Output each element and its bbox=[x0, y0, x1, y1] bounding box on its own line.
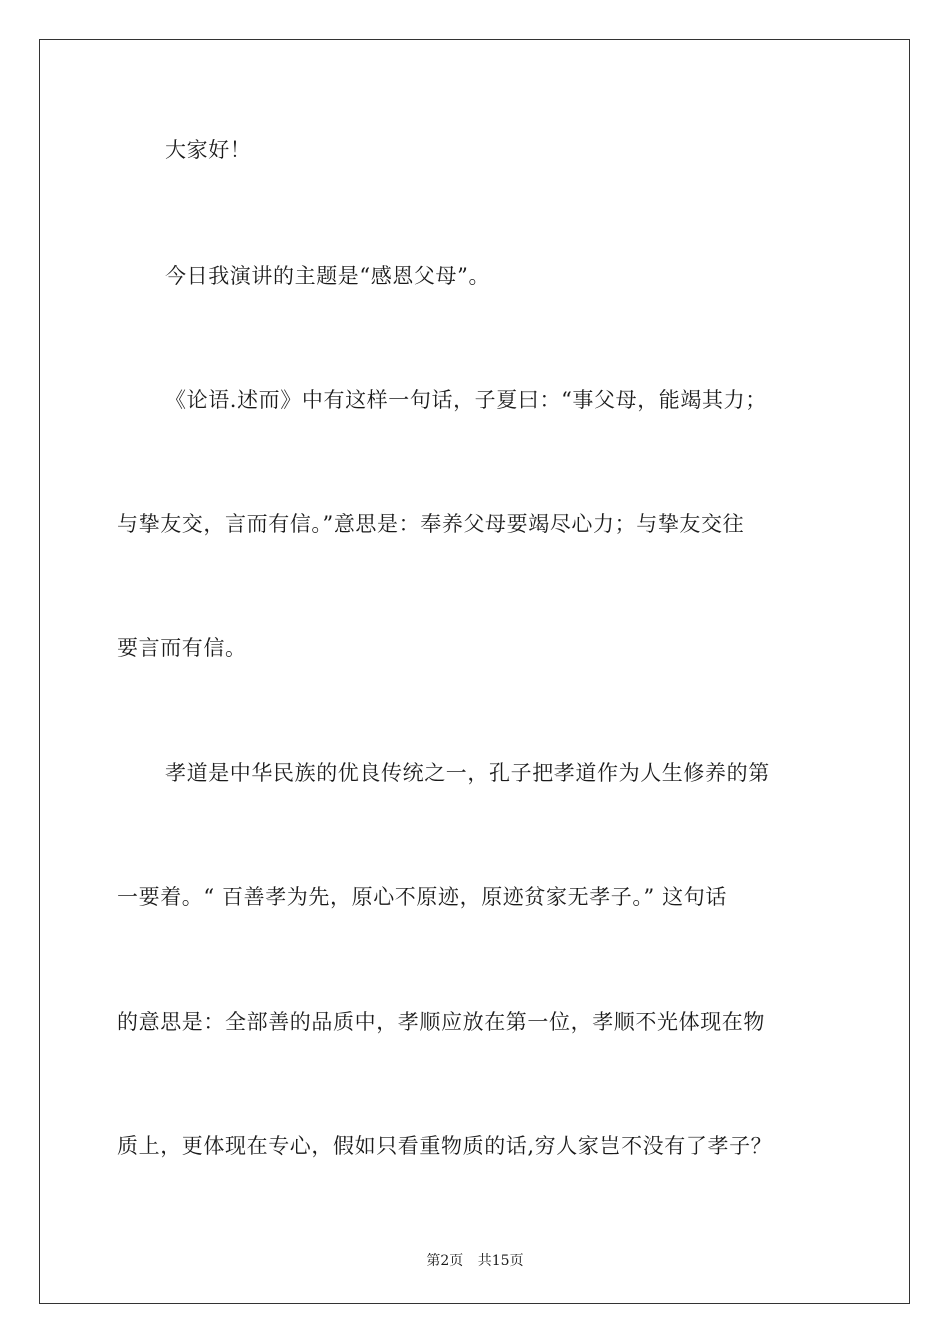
total-pages: 共15页 bbox=[477, 1253, 524, 1269]
paragraph-line: 今日我演讲的主题是“感恩父母”。 bbox=[165, 264, 491, 288]
page-frame bbox=[39, 39, 910, 1304]
paragraph-line: 质上，更体现在专心，假如只看重物质的话,穷人家岂不没有了孝子？ bbox=[117, 1134, 773, 1158]
paragraph-line: 一要着。“ 百善孝为先，原心不原迹，原迹贫家无孝子。” 这句话 bbox=[117, 885, 727, 909]
page-number: 第2页 bbox=[426, 1253, 464, 1269]
paragraph-line: 孝道是中华民族的优良传统之一，孔子把孝道作为人生修养的第 bbox=[165, 761, 770, 785]
page-footer bbox=[0, 1250, 950, 1270]
paragraph-line: 的意思是：全部善的品质中，孝顺应放在第一位，孝顺不光体现在物 bbox=[117, 1010, 765, 1034]
paragraph-line: 大家好！ bbox=[165, 138, 252, 162]
paragraph-line: 《论语.述而》中有这样一句话，子夏曰：“事父母，能竭其力； bbox=[165, 388, 767, 412]
paragraph-line: 与挚友交，言而有信。”意思是：奉养父母要竭尽心力；与挚友交往 bbox=[117, 512, 745, 536]
paragraph-line: 要言而有信。 bbox=[117, 636, 247, 660]
